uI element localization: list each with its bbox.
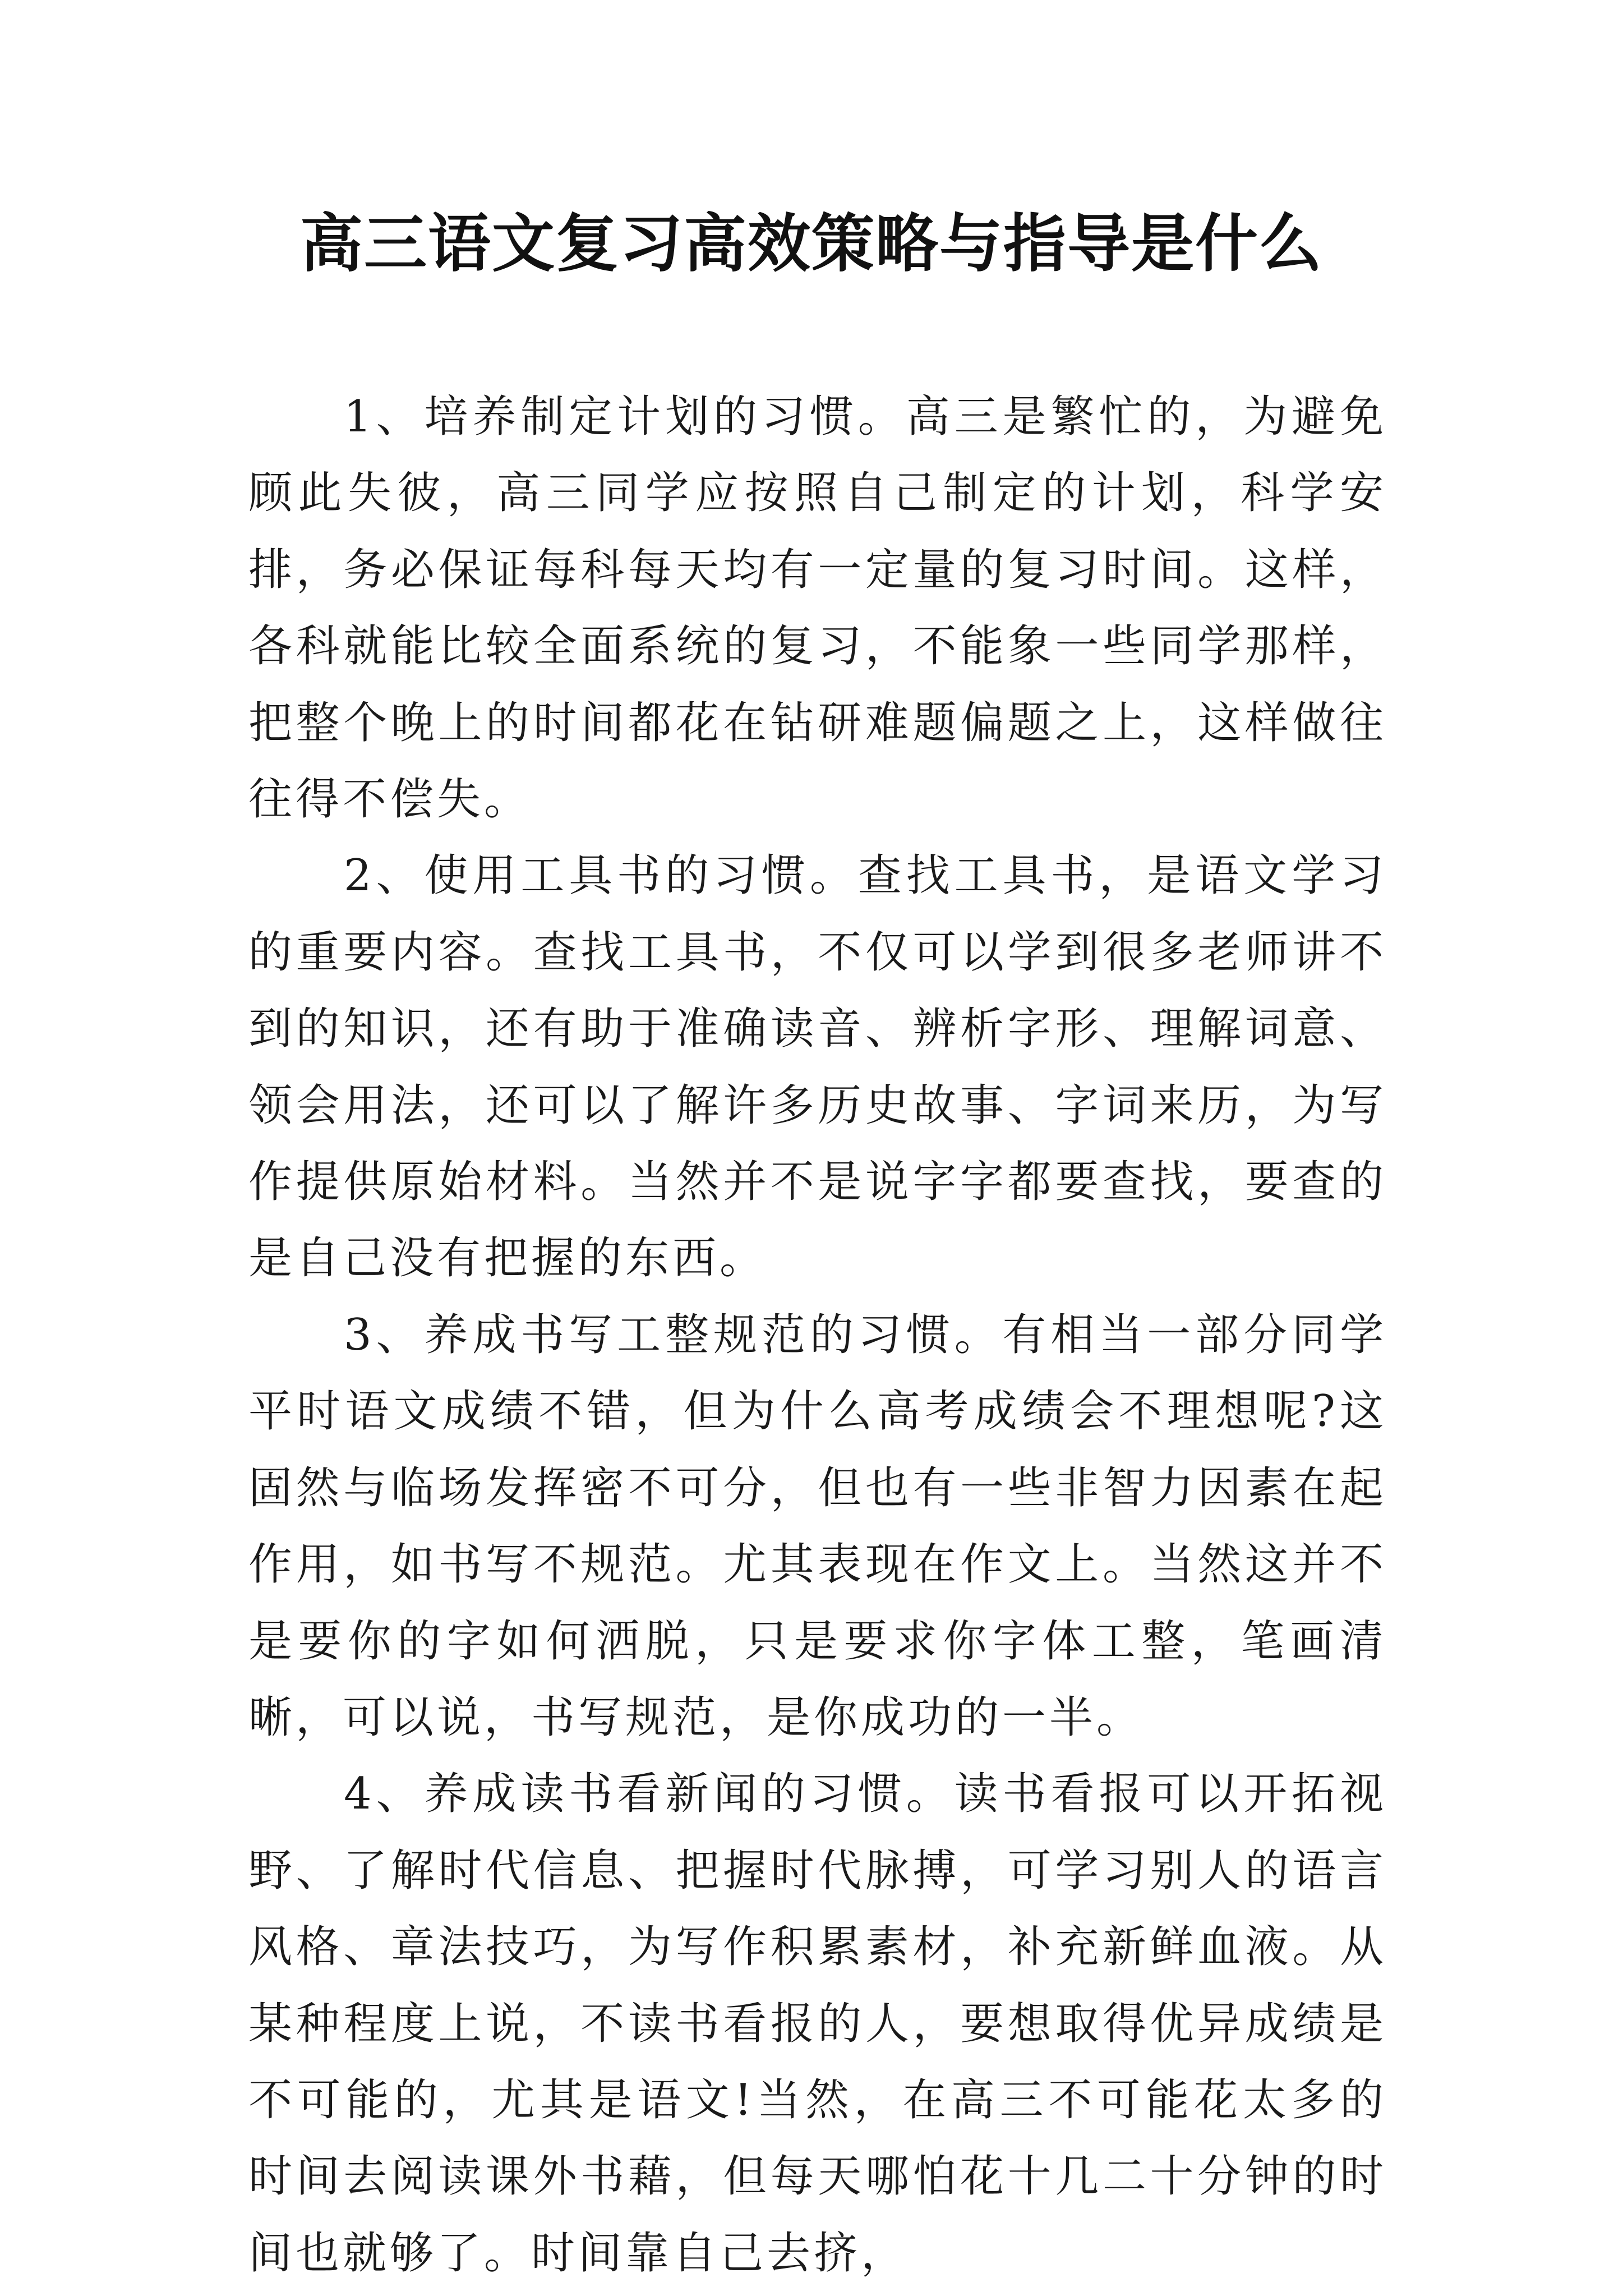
document-body (248, 379, 1387, 2292)
paragraph-1: 1、培养制定计划的习惯。高三是繁忙的，为避免顾此失彼，高三同学应按照自己制定的计划，科学安排，务必保证每科每天均有一定量的复习时间。这样，各科就能比较全面系统的复习，不能象一些同学那样，把整个晚上的时间都花在钻研难题偏题之上，这样做往往得不偿失。 (248, 392, 1387, 825)
document-title: 高三语文复习高效策略与指导是什么 (300, 207, 1323, 280)
paragraph-4: 4、养成读书看新闻的习惯。读书看报可以开拓视野、了解时代信息、把握时代脉搏，可学习别人的语言风格、章法技巧，为写作积累素材，补充新鲜血液。从某种程度上说，不读书看报的人，要想取得优异成绩是不可能的，尤其是语文!当然，在高三不可能花太多的时间去阅读课外书藉，但每天哪怕花十几二十分钟的时间也就够了。时间靠自己去挤， (248, 1769, 1387, 2279)
paragraph-3: 3、养成书写工整规范的习惯。有相当一部分同学平时语文成绩不错，但为什么高考成绩会不理想呢?这固然与临场发挥密不可分，但也有一些非智力因素在起作用，如书写不规范。尤其表现在作文上。当然这并不是要你的字如何洒脱，只是要求你字体工整，笔画清晰，可以说，书写规范，是你成功的一半。 (248, 1309, 1387, 1743)
paragraph-2: 2、使用工具书的习惯。查找工具书，是语文学习的重要内容。查找工具书，不仅可以学到很多老师讲不到的知识，还有助于准确读音、辨析字形、理解词意、领会用法，还可以了解许多历史故事、字词来历，为写作提供原始材料。当然并不是说字字都要查找，要查的是自己没有把握的东西。 (248, 850, 1387, 1284)
